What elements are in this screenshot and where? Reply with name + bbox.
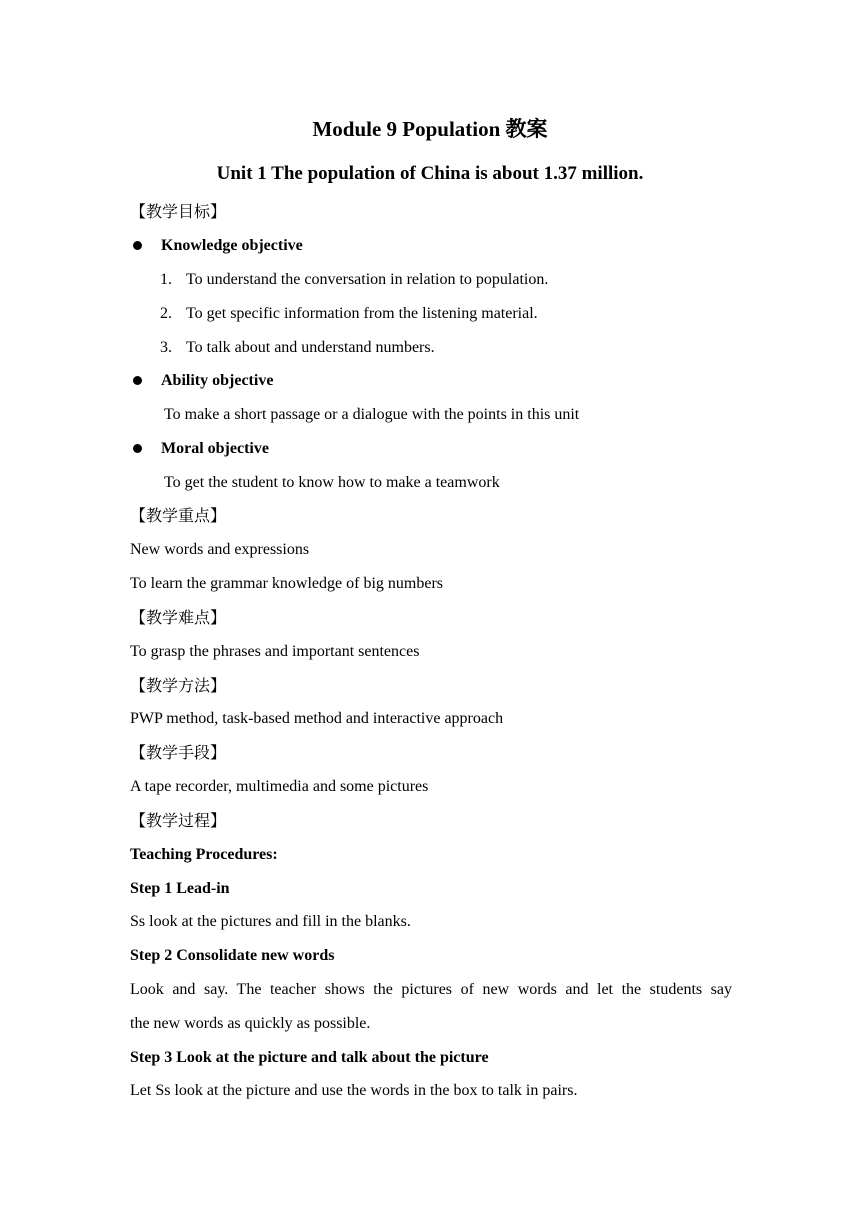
- procedures-label: Teaching Procedures:: [130, 846, 278, 863]
- bullet-icon: [133, 241, 142, 250]
- moral-objective-text: To get the student to know how to make a teamwork: [164, 474, 500, 491]
- section-heading-objectives: 【教学目标】: [130, 202, 227, 221]
- step-title: Step 2 Consolidate new words: [130, 947, 335, 964]
- bullet-icon: [133, 444, 142, 453]
- key-point-line: New words and expressions: [130, 541, 310, 558]
- list-number: 1.: [160, 271, 172, 288]
- step-text: Look and say. The teacher shows the pictures of new words and let the students say: [130, 981, 732, 998]
- knowledge-objective-label: Knowledge objective: [161, 237, 303, 254]
- list-item: To understand the conversation in relation to population.: [186, 271, 549, 288]
- moral-objective-label: Moral objective: [161, 440, 269, 457]
- ability-objective-label: Ability objective: [161, 372, 274, 389]
- list-item: To talk about and understand numbers.: [186, 339, 435, 356]
- aids-text: A tape recorder, multimedia and some pictures: [130, 778, 429, 795]
- document-subtitle: Unit 1 The population of China is about 1.37 million.: [216, 163, 644, 184]
- section-heading-aids: 【教学手段】: [130, 743, 227, 762]
- key-point-line: To learn the grammar knowledge of big numbers: [130, 575, 444, 592]
- step-title: Step 1 Lead-in: [130, 880, 230, 897]
- list-number: 2.: [160, 305, 172, 322]
- section-heading-difficulties: 【教学难点】: [130, 608, 227, 627]
- ability-objective-text: To make a short passage or a dialogue with the points in this unit: [164, 406, 580, 423]
- section-heading-process: 【教学过程】: [130, 811, 227, 830]
- step-text: Let Ss look at the picture and use the words in the box to talk in pairs.: [130, 1082, 578, 1099]
- step-title: Step 3 Look at the picture and talk about the picture: [130, 1049, 489, 1066]
- difficulties-text: To grasp the phrases and important sentences: [130, 643, 420, 660]
- step-text: the new words as quickly as possible.: [130, 1015, 371, 1032]
- document-title: Module 9 Population 教案: [312, 117, 548, 141]
- section-heading-methods: 【教学方法】: [130, 676, 227, 695]
- list-number: 3.: [160, 339, 172, 356]
- methods-text: PWP method, task-based method and interactive approach: [130, 710, 504, 727]
- step-text: Ss look at the pictures and fill in the blanks.: [130, 913, 411, 930]
- list-item: To get specific information from the listening material.: [186, 305, 538, 322]
- bullet-icon: [133, 376, 142, 385]
- section-heading-key-points: 【教学重点】: [130, 506, 227, 525]
